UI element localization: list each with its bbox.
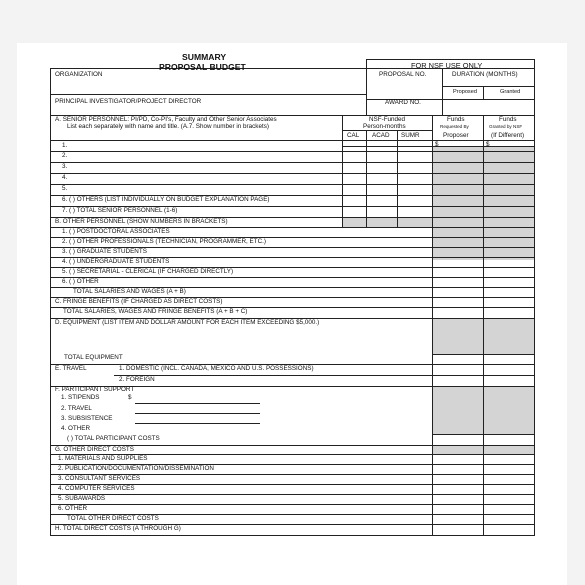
cal-label: CAL [347, 132, 360, 139]
col-line-sumr [397, 130, 398, 227]
funds-requested-label-2: Requested By [440, 124, 469, 129]
dollar-sign-requested: $ [435, 141, 439, 148]
total-equipment: TOTAL EQUIPMENT [64, 354, 123, 361]
senior-others: 6. ( ) OTHERS (LIST INDIVIDUALLY ON BUDGET EXPLANATION PAGE) [62, 196, 270, 203]
other-direct-item-1: 1. MATERIALS AND SUPPLIES [58, 455, 148, 462]
stipends-line [135, 403, 260, 404]
senior-personnel-instructions: List each separately with name and title. (A.7. Show number in brackets) [67, 123, 269, 130]
participant-heading: F. PARTICIPANT SUPPORT [55, 386, 135, 393]
col-line-funds-left [432, 115, 433, 536]
form-title-proposal-budget: PROPOSAL BUDGET [159, 62, 246, 72]
nsf-funded-label: NSF-Funded [369, 116, 406, 123]
fringe-benefits: C. FRINGE BENEFITS (IF CHARGED AS DIRECT COSTS) [55, 298, 223, 305]
budget-form-sheet [17, 43, 567, 585]
total-with-fringe: TOTAL SALARIES, WAGES AND FRINGE BENEFITS (A + B + C) [63, 308, 248, 315]
participant-dollar-sign: $ [128, 394, 132, 401]
senior-total: 7. ( ) TOTAL SENIOR PERSONNEL (1-6) [62, 207, 178, 214]
nsf-box-div2 [483, 86, 484, 99]
other-direct-item-6: 6. OTHER [58, 505, 88, 512]
award-no-label: AWARD NO. [385, 99, 421, 106]
row-line [50, 140, 534, 141]
other-personnel-item-5: 5. ( ) SECRETARIAL - CLERICAL (IF CHARGED DIRECTLY) [62, 268, 234, 275]
subsistence-line [135, 423, 260, 424]
nsf-box-top [366, 59, 535, 60]
senior-item-3: 3. [62, 163, 68, 170]
other-direct-item-5: 5. SUBAWARDS [58, 495, 106, 502]
nsf-box-left [366, 59, 367, 115]
shade-other-personnel-head [342, 217, 534, 227]
senior-item-5: 5. [62, 185, 68, 192]
participant-other: 4. OTHER [61, 425, 91, 432]
other-direct-item-4: 4. COMPUTER SERVICES [58, 485, 135, 492]
row-line [114, 375, 534, 376]
frame-bottom [50, 535, 534, 536]
proposal-no-label: PROPOSAL NO. [379, 71, 427, 78]
nsf-box-h2 [50, 94, 366, 95]
other-direct-item-2: 2. PUBLICATION/DOCUMENTATION/DISSEMINATION [58, 465, 214, 472]
row-line [50, 494, 534, 495]
travel-heading: E. TRAVEL [55, 365, 87, 372]
participant-subsistence: 3. SUBSISTENCE [61, 415, 113, 422]
other-personnel-item-4: 4. ( ) UNDERGRADUATE STUDENTS [62, 258, 170, 265]
granted-label: Granted [500, 89, 521, 95]
other-direct-item-3: 3. CONSULTANT SERVICES [58, 475, 141, 482]
nsf-use-only-label: FOR NSF USE ONLY [411, 61, 483, 70]
other-personnel-item-1: 1. ( ) POSTDOCTORAL ASSOCIATES [62, 228, 170, 235]
other-direct-heading: G. OTHER DIRECT COSTS [55, 446, 134, 453]
other-personnel-item-3: 3. ( ) GRADUATE STUDENTS [62, 248, 147, 255]
participant-total: ( ) TOTAL PARTICIPANT COSTS [67, 435, 160, 442]
travel-foreign: 2. FOREIGN [119, 376, 155, 383]
proposed-label: Proposed [453, 89, 477, 95]
col-line-granted [483, 115, 484, 536]
frame-left [50, 68, 51, 536]
senior-item-2: 2. [62, 152, 68, 159]
organization-label: ORGANIZATION [55, 71, 103, 78]
nsf-box-h1 [442, 86, 534, 87]
other-personnel-item-2: 2. ( ) OTHER PROFESSIONALS (TECHNICIAN, PROGRAMMER, ETC.) [62, 238, 266, 245]
participant-travel: 2. TRAVEL [61, 405, 92, 412]
funds-requested-label-1: Funds [447, 116, 465, 123]
other-personnel-heading: B. OTHER PERSONNEL (SHOW NUMBERS IN BRACKETS) [55, 218, 228, 225]
total-other-direct: TOTAL OTHER DIRECT COSTS [67, 515, 159, 522]
funds-granted-label-1: Funds [499, 116, 517, 123]
form-title-summary: SUMMARY [182, 52, 227, 62]
senior-item-1: 1. [62, 142, 68, 149]
senior-personnel-heading: A. SENIOR PERSONNEL: PI/PD, Co-PI's, Faculty and Other Senior Associates [55, 116, 277, 123]
row-line [50, 151, 534, 152]
col-line-acad [366, 130, 367, 227]
dollar-sign-granted: $ [486, 141, 490, 148]
equipment-heading: D. EQUIPMENT (LIST ITEM AND DOLLAR AMOUNT FOR EACH ITEM EXCEEDING $5,000.) [55, 319, 320, 326]
funds-granted-label-3: (If Different) [491, 132, 525, 139]
travel-line [135, 413, 260, 414]
funds-requested-label-3: Proposer [443, 132, 469, 139]
pi-label: PRINCIPAL INVESTIGATOR/PROJECT DIRECTOR [55, 98, 202, 105]
participant-stipends: 1. STIPENDS [61, 394, 100, 401]
other-personnel-item-6: 6. ( ) OTHER [62, 278, 99, 285]
total-salaries-wages: TOTAL SALARIES AND WAGES (A + B) [73, 288, 186, 295]
senior-item-4: 4. [62, 174, 68, 181]
row-line [50, 173, 534, 174]
sumr-label: SUMR [401, 132, 420, 139]
row-line [50, 162, 534, 163]
frame-right [534, 59, 535, 536]
col-line-cal-left [342, 115, 343, 227]
acad-label: ACAD [372, 132, 390, 139]
row-line [50, 184, 534, 185]
funds-granted-label-2: Granted by NSF [489, 124, 523, 129]
row-line [50, 277, 534, 278]
travel-domestic: 1. DOMESTIC (INCL. CANADA, MEXICO AND U.S. POSSESSIONS) [119, 365, 314, 372]
total-direct-costs: H. TOTAL DIRECT COSTS (A THROUGH G) [55, 525, 181, 532]
duration-label: DURATION (MONTHS) [452, 71, 518, 78]
row-line [50, 504, 534, 505]
person-months-label: Person-months [363, 123, 406, 130]
nsf-box-div1 [442, 68, 443, 115]
